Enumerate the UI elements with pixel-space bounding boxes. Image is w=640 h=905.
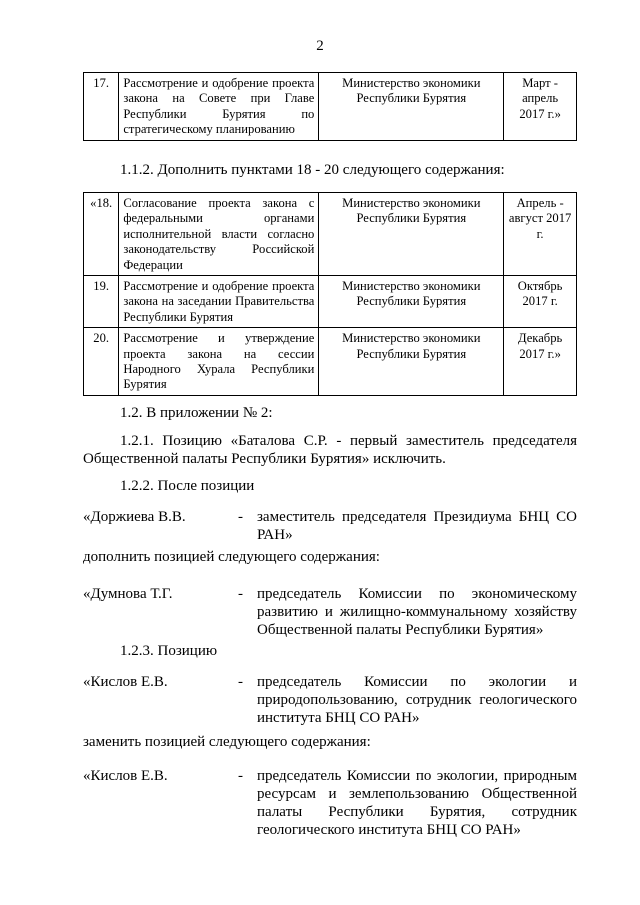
paragraph-1-2-3: 1.2.3. Позицию bbox=[120, 643, 218, 659]
paragraph-1-2-1: 1.2.1. Позицию «Баталова С.Р. - первый заместитель председателя Общественной палаты Республики Бурятия» исключить. bbox=[83, 433, 577, 467]
row-number: 17. bbox=[84, 73, 119, 141]
row-date: Октябрь 2017 г. bbox=[504, 276, 577, 328]
position-name: «Кислов Е.В. bbox=[83, 674, 168, 690]
row-description: Рассмотрение и утверждение проекта закона на сессии Народного Хурала Республики Бурятия bbox=[119, 328, 319, 396]
row-organization: Министерство экономики Республики Бурятия bbox=[319, 328, 504, 396]
table-row bbox=[84, 276, 577, 328]
plan-table-additions bbox=[83, 192, 577, 396]
position-description: заместитель председателя Президиума БНЦ СО РАН» bbox=[257, 509, 577, 543]
paragraph-1-2-2: 1.2.2. После позиции bbox=[120, 478, 255, 494]
position-dash: - bbox=[238, 509, 243, 525]
row-number: 19. bbox=[84, 276, 119, 328]
position-name: «Думнова Т.Г. bbox=[83, 586, 173, 602]
row-date: Апрель - август 2017 г. bbox=[504, 193, 577, 276]
table-row bbox=[84, 73, 577, 141]
row-organization: Министерство экономики Республики Бурятия bbox=[319, 193, 504, 276]
table-row bbox=[84, 193, 577, 276]
position-description: председатель Комиссии по экономическому развитию и жилищно-коммунальному хозяйству Общественной палаты Республики Бурятия» bbox=[257, 586, 577, 638]
position-description: председатель Комиссии по экологии, природным ресурсам и землепользованию Общественной палаты Республики Бурятия, сотрудник геологического института БНЦ СО РАН» bbox=[257, 768, 577, 838]
row-number: 20. bbox=[84, 328, 119, 396]
row-description: Рассмотрение и одобрение проекта закона на Совете при Главе Республики Бурятия по стратегическому планированию bbox=[119, 73, 319, 141]
paragraph-1-2: 1.2. В приложении № 2: bbox=[120, 405, 273, 421]
plan-table-continued bbox=[83, 72, 577, 141]
position-description: председатель Комиссии по экологии и природопользованию, сотрудник геологического института БНЦ СО РАН» bbox=[257, 674, 577, 726]
row-date: Март - апрель 2017 г.» bbox=[504, 73, 577, 141]
row-description: Рассмотрение и одобрение проекта закона на заседании Правительства Республики Бурятия bbox=[119, 276, 319, 328]
row-date: Декабрь 2017 г.» bbox=[504, 328, 577, 396]
row-description: Согласование проекта закона с федеральными органами исполнительной власти согласно законодательству Российской Федерации bbox=[119, 193, 319, 276]
paragraph-add-position: дополнить позицией следующего содержания: bbox=[83, 549, 380, 565]
row-number: «18. bbox=[84, 193, 119, 276]
paragraph-replace-position: заменить позицией следующего содержания: bbox=[83, 734, 371, 750]
row-organization: Министерство экономики Республики Бурятия bbox=[319, 73, 504, 141]
row-organization: Министерство экономики Республики Бурятия bbox=[319, 276, 504, 328]
paragraph-1-1-2: 1.1.2. Дополнить пунктами 18 - 20 следующего содержания: bbox=[120, 162, 505, 178]
page-number: 2 bbox=[316, 38, 324, 54]
position-name: «Доржиева В.В. bbox=[83, 509, 186, 525]
position-dash: - bbox=[238, 586, 243, 602]
table-row bbox=[84, 328, 577, 396]
position-dash: - bbox=[238, 768, 243, 784]
position-name: «Кислов Е.В. bbox=[83, 768, 168, 784]
position-dash: - bbox=[238, 674, 243, 690]
